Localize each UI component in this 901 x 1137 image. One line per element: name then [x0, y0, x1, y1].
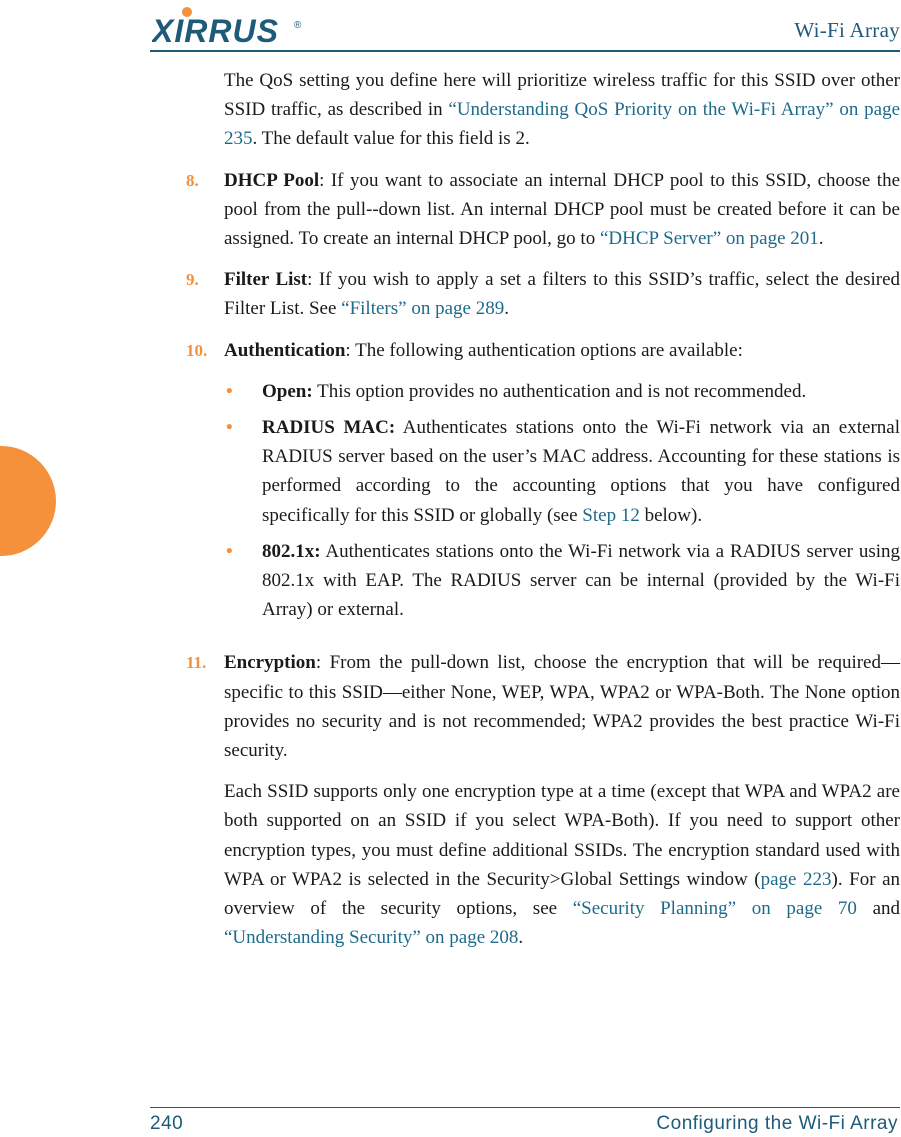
- step-term: DHCP Pool: [224, 169, 320, 191]
- logo-text: XIRRUS: [152, 13, 279, 46]
- link-understanding-security[interactable]: “Understanding Security” on page 208: [224, 927, 519, 949]
- list-item: • Open: This option provides no authentication and is not recommended.: [224, 377, 900, 406]
- document-title: Wi-Fi Array: [794, 18, 900, 42]
- step-number: 8.: [186, 170, 199, 190]
- authentication-options-list: [224, 377, 900, 625]
- step-number: 10.: [186, 340, 208, 360]
- footer-rule: [150, 1107, 900, 1108]
- qos-paragraph: The QoS setting you define here will prioritize wireless traffic for this SSID over other SSID traffic, as described in “Understanding QoS Priority on the Wi-Fi Array” on page 235. The default value for this field is 2.: [224, 70, 900, 150]
- step-number: 11.: [186, 653, 207, 673]
- xirrus-logo: [152, 6, 302, 46]
- footer-section-title: Configuring the Wi-Fi Array: [656, 1113, 898, 1134]
- link-qos-priority[interactable]: “Understanding QoS Priority on the Wi-Fi Array” on page 235: [224, 99, 900, 150]
- list-item: • RADIUS MAC: Authenticates stations onto the Wi-Fi network via an external RADIUS server based on the user’s MAC address. Accounting for these stations is performed according to the accounting options that you have configured specifically for this SSID or globally (see Step 12 below).: [224, 413, 900, 530]
- step-authentication: 10. Authentication: The following authentication options are available:: [224, 336, 900, 365]
- step-term: Authentication: [224, 339, 346, 361]
- page-number: 240: [150, 1113, 184, 1134]
- page-header: [150, 0, 900, 52]
- step-term: Filter List: [224, 269, 308, 291]
- step-term: Encryption: [224, 652, 316, 674]
- step-dhcp-pool: 8. DHCP Pool: If you want to associate an internal DHCP pool to this SSID, choose the pool from the pull--down list. An internal DHCP pool must be created before it can be assigned. To create an internal DHCP pool, go to “DHCP Server” on page 201.: [224, 166, 900, 254]
- header-rule: [150, 50, 900, 52]
- step-number: 9.: [186, 270, 199, 290]
- logo-registered-mark: ®: [294, 20, 302, 31]
- link-dhcp-server[interactable]: “DHCP Server” on page 201: [599, 228, 819, 250]
- link-security-planning[interactable]: “Security Planning” on page 70: [572, 898, 857, 920]
- bullet-icon: •: [226, 380, 233, 402]
- chapter-tab-marker: [0, 446, 56, 556]
- bullet-icon: •: [226, 540, 233, 562]
- link-step-12[interactable]: Step 12: [582, 504, 640, 526]
- step-encryption: 11. Encryption: From the pull-down list, choose the encryption that will be required—specific to this SSID—either None, WEP, WPA, WPA2 or WPA-Both. The None option provides no security and is not recommended; WPA2 provides the best practice Wi-Fi security.: [224, 648, 900, 765]
- link-page-223[interactable]: page 223: [760, 868, 832, 890]
- encryption-detail-paragraph: Each SSID supports only one encryption type at a time (except that WPA and WPA2 are both supported on an SSID if you select WPA-Both). If you need to support other encryption types, you must define additional SSIDs. The encryption standard used with WPA or WPA2 is selected in the Security>Global Settings window (page 223). For an overview of the security options, see “Security Planning” on page 70 and “Understanding Security” on page 208.: [224, 781, 901, 949]
- link-filters[interactable]: “Filters” on page 289: [341, 298, 505, 320]
- list-item: • 802.1x: Authenticates stations onto the Wi-Fi network via a RADIUS server using 802.1x with EAP. The RADIUS server can be internal (provided by the Wi-Fi Array) or external.: [224, 537, 900, 625]
- bullet-icon: •: [226, 417, 233, 439]
- step-filter-list: 9. Filter List: If you wish to apply a set a filters to this SSID’s traffic, select the desired Filter List. See “Filters” on page 289.: [224, 265, 900, 323]
- page-content: [186, 66, 901, 964]
